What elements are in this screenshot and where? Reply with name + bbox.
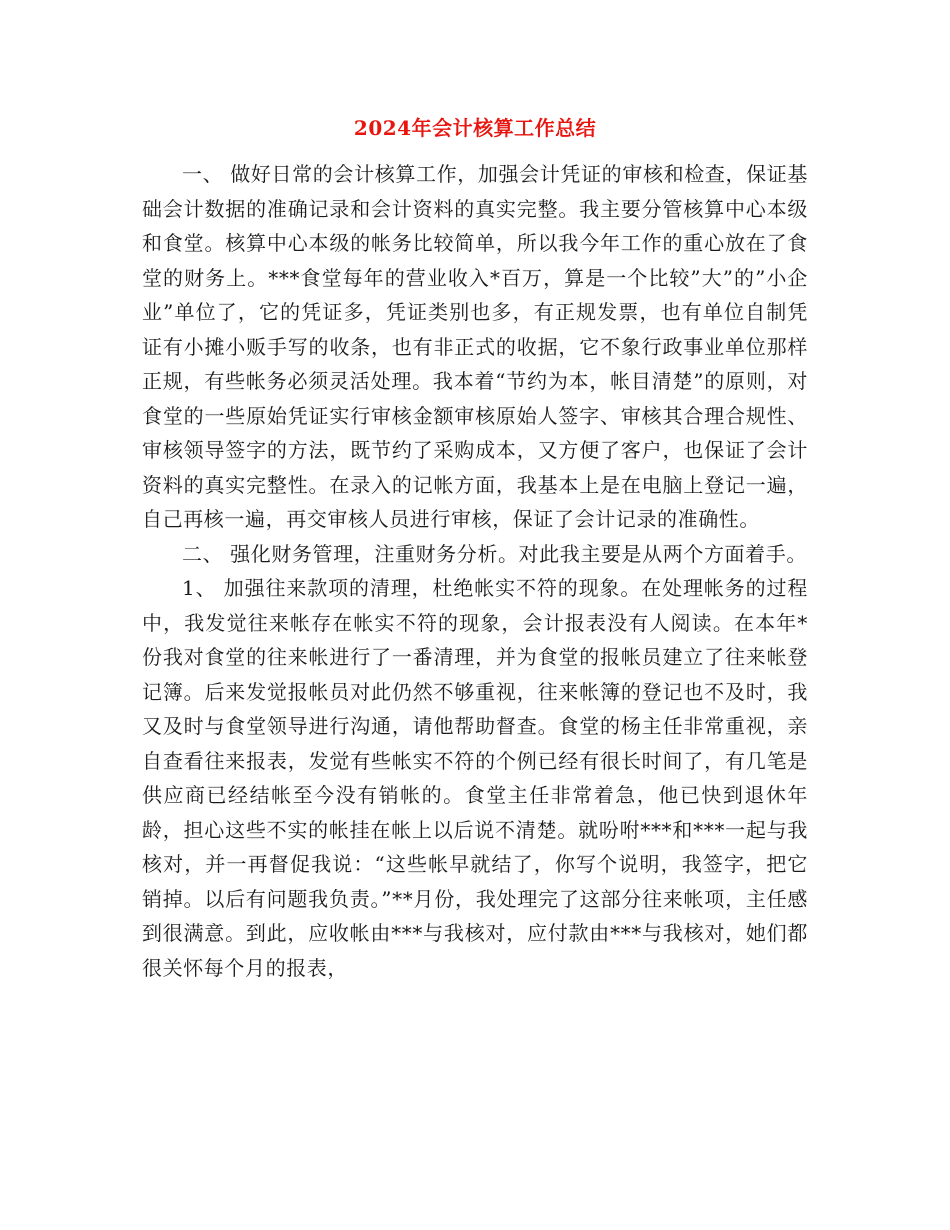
paragraph-2: 二、 强化财务管理，注重财务分析。对此我主要是从两个方面着手。 xyxy=(182,541,807,566)
paragraph-3: 1、 加强往来款项的清理，杜绝帐实不符的现象。在处理帐务的过程中，我发觉往来帐存在帐实不符的现象，会计报表没有人阅读。在本年*份我对食堂的往来帐进行了一番清理，并为食堂的报帐员建立了往来帐登记簿。后来发觉报帐员对此仍然不够重视，往来帐簿的登记也不及时，我又及时与食堂领导进行沟通，请他帮助督查。食堂的杨主任非常重视，亲自查看往来报表，发觉有些帐实不符的个例已经有很长时间了，有几笔是供应商已经结帐至今没有销帐的。食堂主任非常着急，他已快到退休年龄，担心这些不实的帐挂在帐上以后说不清楚。就吩咐***和***一起与我核对，并一再督促我说：“这些帐早就结了，你写个说明，我签字，把它销掉。以后有问题我负责。”**月份，我处理完了这部分往来帐项，主任感到很满意。到此，应收帐由***与我核对，应付款由***与我核对，她们都很关怀每个月的报表， xyxy=(142,576,808,980)
document-body xyxy=(142,157,808,985)
document-title: 2024年会计核算工作总结 xyxy=(353,116,597,140)
paragraph-1: 一、 做好日常的会计核算工作，加强会计凭证的审核和检查，保证基础会计数据的准确记录和会计资料的真实完整。我主要分管核算中心本级和食堂。核算中心本级的帐务比较简单，所以我今年工作的重心放在了食堂的财务上。***食堂每年的营业收入*百万，算是一个比较”大”的”小企业”单位了，它的凭证多，凭证类别也多，有正规发票，也有单位自制凭证有小摊小贩手写的收条，也有非正式的收据，它不象行政事业单位那样正规，有些帐务必须灵活处理。我本着“节约为本，帐目清楚”的原则，对食堂的一些原始凭证实行审核金额审核原始人签字、审核其合理合规性、审核领导签字的方法，既节约了采购成本，又方便了客户，也保证了会计资料的真实完整性。在录入的记帐方面，我基本上是在电脑上登记一遍，自己再核一遍，再交审核人员进行审核，保证了会计记录的准确性。 xyxy=(142,162,808,531)
